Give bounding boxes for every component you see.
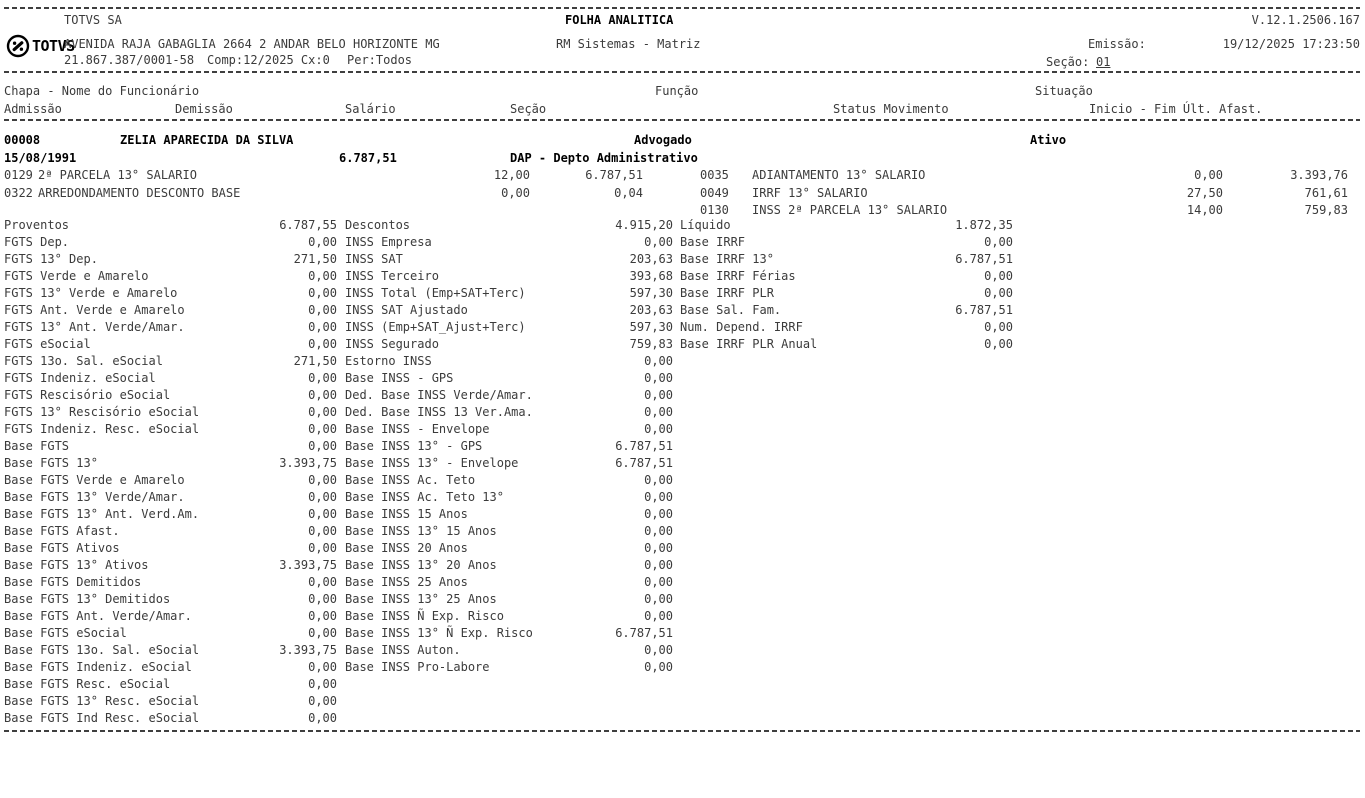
emission-value: 19/12/2025 17:23:50 [1222, 37, 1360, 51]
totals-label: Base FGTS eSocial [4, 626, 127, 640]
totals-value: 0,00 [308, 286, 337, 300]
totals-value: 0,00 [308, 541, 337, 555]
totals-label: FGTS Verde e Amarelo [4, 269, 149, 283]
pay-item-value: 3.393,76 [1290, 168, 1348, 182]
totals-label: Base FGTS 13° Demitidos [4, 592, 171, 606]
pay-item-ref: 27,50 [1186, 185, 1223, 200]
totals-row [4, 218, 337, 235]
totals-label: Base INSS 13° - GPS [345, 439, 483, 453]
pay-item-code: 0049 [700, 185, 729, 200]
totals-label: FGTS Indeniz. Resc. eSocial [4, 422, 200, 436]
totals-label: FGTS Rescisório eSocial [4, 388, 171, 402]
report-version: V.12.1.2506.167 [1251, 13, 1360, 27]
totals-label: Base INSS - GPS [345, 371, 454, 385]
pay-item-value: 759,83 [1304, 203, 1348, 217]
totals-value: 6.787,55 [279, 218, 337, 232]
totals-label: Base INSS 15 Anos [345, 507, 468, 521]
totals-row [345, 371, 673, 388]
employee-secao: DAP - Depto Administrativo [510, 151, 698, 165]
company-name: TOTVS SA [64, 13, 122, 27]
totals-label: INSS Terceiro [345, 269, 439, 283]
pay-item-code: 0035 [700, 168, 729, 182]
totals-row [4, 677, 337, 694]
totals-row [4, 303, 337, 320]
totals-label: Base FGTS 13o. Sal. eSocial [4, 643, 200, 657]
pay-item-desc: ARREDONDAMENTO DESCONTO BASE [38, 185, 241, 200]
pay-item-desc: ADIANTAMENTO 13° SALARIO [752, 168, 926, 182]
totals-label: FGTS 13° Verde e Amarelo [4, 286, 178, 300]
col-header-afastamento: Inicio - Fim Últ. Afast. [1089, 102, 1263, 116]
totals-row [4, 643, 337, 660]
pay-item-row [0, 168, 1365, 185]
totals-row [345, 558, 673, 575]
totals-value: 203,63 [629, 303, 673, 317]
totals-row [4, 235, 337, 252]
totals-row [345, 388, 673, 405]
totals-label: Base FGTS Ind Resc. eSocial [4, 711, 200, 725]
totals-label: Base INSS Ac. Teto 13° [345, 490, 504, 504]
totals-value: 0,00 [644, 660, 673, 674]
totals-label: INSS Segurado [345, 337, 439, 351]
totals-row [680, 235, 1013, 252]
totals-label: Base FGTS Ativos [4, 541, 120, 555]
totals-row [680, 320, 1013, 337]
totals-label: Base FGTS Resc. eSocial [4, 677, 171, 691]
totals-row [4, 473, 337, 490]
totals-value: 0,00 [308, 507, 337, 521]
report-subtitle: RM Sistemas - Matriz [556, 37, 701, 51]
employee-chapa: 00008 [4, 133, 41, 147]
totals-value: 271,50 [293, 252, 337, 266]
totals-row [4, 388, 337, 405]
totals-row [4, 456, 337, 473]
totals-label: Proventos [4, 218, 70, 232]
totals-row [345, 320, 673, 337]
section-label: Seção: [1046, 55, 1090, 69]
col-header-status: Status Movimento [833, 102, 949, 116]
totals-label: Base INSS 13° 25 Anos [345, 592, 497, 606]
totals-label: Base FGTS 13° Ativos [4, 558, 149, 572]
totals-value: 4.915,20 [615, 218, 673, 232]
totals-value: 0,00 [984, 269, 1013, 283]
totals-row [345, 405, 673, 422]
totals-label: Descontos [345, 218, 411, 232]
totals-row [4, 371, 337, 388]
totals-value: 0,00 [308, 575, 337, 589]
totals-row [345, 643, 673, 660]
totals-row [680, 286, 1013, 303]
totals-label: Base INSS 13° 15 Anos [345, 524, 497, 538]
totals-label: Base IRRF 13° [680, 252, 774, 266]
totals-row [4, 269, 337, 286]
totals-value: 0,00 [308, 660, 337, 674]
totals-value: 0,00 [984, 286, 1013, 300]
divider-bottom [4, 730, 1360, 732]
totals-value: 0,00 [644, 609, 673, 623]
pay-item-code: 0129 [4, 168, 33, 182]
totals-value: 0,00 [984, 235, 1013, 249]
employee-situacao: Ativo [1030, 133, 1067, 147]
totals-label: Base INSS 13° Ñ Exp. Risco [345, 626, 533, 640]
col-header-admissao: Admissão [4, 102, 62, 116]
totals-row [4, 320, 337, 337]
totals-label: Base FGTS Verde e Amarelo [4, 473, 185, 487]
totals-value: 0,00 [644, 235, 673, 249]
totals-row [345, 592, 673, 609]
totals-value: 759,83 [629, 337, 673, 351]
totals-row [345, 626, 673, 643]
report-title: FOLHA ANALITICA [565, 13, 674, 27]
totals-label: Ded. Base INSS 13 Ver.Ama. [345, 405, 533, 419]
totals-row [345, 609, 673, 626]
totals-row [345, 660, 673, 677]
totals-label: FGTS eSocial [4, 337, 91, 351]
totals-row [4, 541, 337, 558]
employee-nome: ZELIA APARECIDA DA SILVA [120, 133, 294, 147]
pay-item-code: 0130 [700, 203, 729, 217]
totals-value: 0,00 [644, 405, 673, 419]
totals-value: 6.787,51 [615, 626, 673, 640]
totals-value: 0,00 [308, 524, 337, 538]
totals-label: Base INSS 13° 20 Anos [345, 558, 497, 572]
totals-row [4, 609, 337, 626]
totals-row [4, 575, 337, 592]
totals-value: 271,50 [293, 354, 337, 368]
totals-row [4, 439, 337, 456]
totals-label: FGTS 13o. Sal. eSocial [4, 354, 163, 368]
totals-row [345, 303, 673, 320]
totals-label: Base IRRF [680, 235, 746, 249]
totals-label: Base Sal. Fam. [680, 303, 782, 317]
totals-row [680, 252, 1013, 269]
totals-label: INSS Empresa [345, 235, 432, 249]
totals-row [345, 286, 673, 303]
totals-value: 0,00 [308, 269, 337, 283]
pay-item-desc: 2ª PARCELA 13° SALARIO [38, 168, 197, 182]
totals-value: 203,63 [629, 252, 673, 266]
totals-value: 0,00 [644, 507, 673, 521]
totals-value: 0,00 [644, 473, 673, 487]
totals-row [680, 337, 1013, 354]
totals-row [4, 507, 337, 524]
employee-salario: 6.787,51 [339, 151, 397, 165]
totals-label: Base FGTS Afast. [4, 524, 120, 538]
totals-value: 1.872,35 [955, 218, 1013, 232]
totvs-logo-wordmark: TOTVS [32, 37, 75, 55]
totals-row [4, 354, 337, 371]
totals-label: Base INSS 13° - Envelope [345, 456, 519, 470]
pay-item-ref: 14,00 [1186, 203, 1223, 217]
totals-label: Base INSS Ac. Teto [345, 473, 476, 487]
totals-value: 0,00 [644, 643, 673, 657]
totals-column-irrf [680, 218, 1013, 354]
totals-value: 0,00 [308, 337, 337, 351]
totals-column-fgts [4, 218, 337, 728]
totals-row [4, 490, 337, 507]
totals-value: 0,00 [308, 711, 337, 725]
col-header-salario: Salário [345, 102, 396, 116]
pay-item-value: 0,04 [614, 185, 643, 200]
company-address: AVENIDA RAJA GABAGLIA 2664 2 ANDAR BELO HORIZONTE MG [64, 37, 440, 51]
totals-row [345, 456, 673, 473]
totals-row [4, 337, 337, 354]
totals-label: Base IRRF PLR [680, 286, 774, 300]
pay-item-desc: INSS 2ª PARCELA 13° SALARIO [752, 203, 948, 217]
totals-row [345, 490, 673, 507]
totals-label: Base FGTS 13° Verde/Amar. [4, 490, 185, 504]
totals-value: 0,00 [644, 541, 673, 555]
totals-row [345, 235, 673, 252]
totals-label: Base INSS Pro-Labore [345, 660, 490, 674]
col-header-secao: Seção [510, 102, 547, 116]
totals-label: FGTS 13° Dep. [4, 252, 98, 266]
competencia-value: Comp:12/2025 Cx:0 [207, 53, 330, 67]
totals-value: 0,00 [644, 592, 673, 606]
totals-label: Base INSS Auton. [345, 643, 461, 657]
totals-label: INSS Total (Emp+SAT+Terc) [345, 286, 526, 300]
totals-value: 0,00 [644, 388, 673, 402]
totals-label: Base FGTS Indeniz. eSocial [4, 660, 192, 674]
col-header-chapa-nome: Chapa - Nome do Funcionário [4, 84, 200, 98]
totals-label: FGTS Ant. Verde e Amarelo [4, 303, 185, 317]
totals-value: 0,00 [308, 473, 337, 487]
totals-value: 0,00 [308, 677, 337, 691]
totals-row [680, 218, 1013, 235]
totals-label: Ded. Base INSS Verde/Amar. [345, 388, 533, 402]
totals-value: 0,00 [984, 337, 1013, 351]
totals-value: 3.393,75 [279, 456, 337, 470]
totals-row [345, 439, 673, 456]
totals-value: 6.787,51 [955, 252, 1013, 266]
totals-row [4, 558, 337, 575]
totals-row [345, 473, 673, 490]
pay-item-desc: IRRF 13° SALARIO [752, 185, 868, 200]
totals-label: Num. Depend. IRRF [680, 320, 803, 334]
totals-label: Base INSS 25 Anos [345, 575, 468, 589]
pay-item-row [0, 186, 1365, 203]
totals-value: 393,68 [629, 269, 673, 283]
totals-row [4, 660, 337, 677]
totals-value: 0,00 [308, 405, 337, 419]
totals-value: 0,00 [308, 626, 337, 640]
totals-row [4, 711, 337, 728]
periodo-value: Per:Todos [347, 53, 413, 67]
totals-value: 0,00 [308, 371, 337, 385]
totals-row [4, 422, 337, 439]
totals-row [345, 269, 673, 286]
totals-value: 0,00 [644, 575, 673, 589]
totals-label: Base INSS 20 Anos [345, 541, 468, 555]
divider-top [4, 7, 1360, 9]
totals-label: Base INSS Ñ Exp. Risco [345, 609, 504, 623]
pay-item-value: 6.787,51 [585, 168, 643, 182]
totals-row [4, 626, 337, 643]
totals-value: 0,00 [308, 439, 337, 453]
totals-label: Líquido [680, 218, 731, 232]
pay-item-ref: 12,00 [493, 168, 530, 182]
totals-value: 0,00 [308, 694, 337, 708]
totals-label: INSS SAT Ajustado [345, 303, 468, 317]
employee-admissao: 15/08/1991 [4, 151, 77, 165]
emission-label: Emissão: [1088, 37, 1146, 51]
totals-value: 0,00 [644, 524, 673, 538]
totals-row [345, 252, 673, 269]
pay-item-ref: 0,00 [1194, 168, 1223, 182]
totals-value: 0,00 [984, 320, 1013, 334]
totals-row [4, 252, 337, 269]
totals-row [345, 218, 673, 235]
totals-value: 0,00 [644, 371, 673, 385]
totals-row [4, 286, 337, 303]
col-header-situacao: Situação [1035, 84, 1093, 98]
totals-row [680, 303, 1013, 320]
col-header-funcao: Função [655, 84, 699, 98]
totals-label: Base INSS - Envelope [345, 422, 490, 436]
divider-header [4, 71, 1360, 73]
totals-row [345, 337, 673, 354]
totals-row [4, 592, 337, 609]
totals-value: 0,00 [644, 422, 673, 436]
totals-value: 0,00 [308, 422, 337, 436]
totals-label: Base FGTS Demitidos [4, 575, 142, 589]
totals-label: Base FGTS 13° Resc. eSocial [4, 694, 200, 708]
col-header-demissao: Demissão [175, 102, 233, 116]
totals-label: FGTS Indeniz. eSocial [4, 371, 156, 385]
totals-row [345, 541, 673, 558]
totals-row [680, 269, 1013, 286]
totals-label: FGTS 13° Ant. Verde/Amar. [4, 320, 185, 334]
totals-label: Estorno INSS [345, 354, 432, 368]
totals-label: Base IRRF PLR Anual [680, 337, 818, 351]
totals-label: Base FGTS 13° Ant. Verd.Am. [4, 507, 200, 521]
totals-column-inss [345, 218, 673, 677]
totals-row [345, 354, 673, 371]
totals-value: 6.787,51 [615, 439, 673, 453]
totals-value: 3.393,75 [279, 558, 337, 572]
totals-value: 0,00 [644, 490, 673, 504]
totals-label: Base IRRF Férias [680, 269, 796, 283]
totals-row [4, 405, 337, 422]
totals-value: 0,00 [308, 490, 337, 504]
pay-item-code: 0322 [4, 185, 33, 200]
pay-item-value: 761,61 [1304, 185, 1348, 200]
totals-label: Base FGTS 13° [4, 456, 98, 470]
totals-value: 0,00 [308, 320, 337, 334]
totals-row [345, 422, 673, 439]
divider-column-header [4, 119, 1360, 121]
totals-row [4, 694, 337, 711]
employee-funcao: Advogado [634, 133, 692, 147]
totals-label: FGTS Dep. [4, 235, 70, 249]
totals-value: 597,30 [629, 286, 673, 300]
totals-label: Base FGTS [4, 439, 70, 453]
totals-value: 0,00 [308, 609, 337, 623]
totals-label: INSS SAT [345, 252, 403, 266]
totals-value: 0,00 [308, 592, 337, 606]
company-cnpj: 21.867.387/0001-58 [64, 53, 195, 67]
totals-label: INSS (Emp+SAT_Ajust+Terc) [345, 320, 526, 334]
totals-value: 0,00 [308, 303, 337, 317]
totals-label: FGTS 13° Rescisório eSocial [4, 405, 200, 419]
totals-row [345, 524, 673, 541]
totals-value: 0,00 [308, 388, 337, 402]
totals-value: 6.787,51 [615, 456, 673, 470]
section-value: 01 [1096, 55, 1111, 69]
totals-value: 3.393,75 [279, 643, 337, 657]
totals-row [345, 575, 673, 592]
totvs-logo-icon [6, 34, 30, 58]
totals-value: 0,00 [644, 558, 673, 572]
totals-value: 0,00 [308, 235, 337, 249]
totals-value: 6.787,51 [955, 303, 1013, 317]
totals-label: Base FGTS Ant. Verde/Amar. [4, 609, 192, 623]
totals-row [4, 524, 337, 541]
totals-value: 0,00 [644, 354, 673, 368]
pay-item-ref: 0,00 [501, 185, 530, 200]
totals-value: 597,30 [629, 320, 673, 334]
totals-row [345, 507, 673, 524]
